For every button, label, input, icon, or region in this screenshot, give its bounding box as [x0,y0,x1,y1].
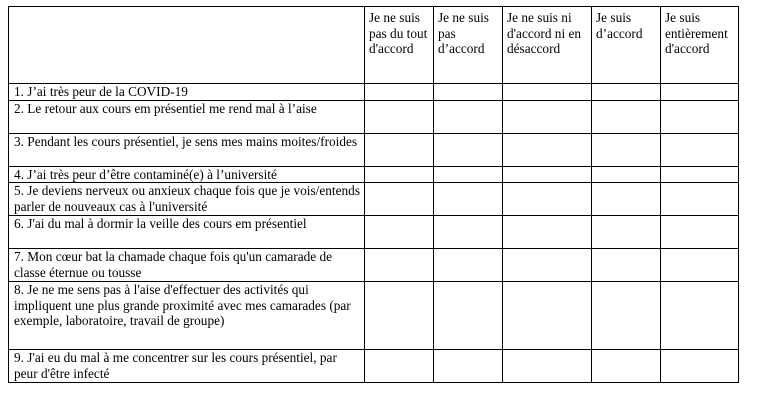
question-cell: 5. Je deviens nerveux ou anxieux chaque fois que je vois/entends parler de nouveaux cas à l'université [9,183,365,216]
answer-cell[interactable] [434,216,503,249]
answer-cell[interactable] [365,183,434,216]
answer-cell[interactable] [661,249,739,282]
answer-cell[interactable] [592,216,661,249]
answer-cell[interactable] [592,84,661,101]
answer-cell[interactable] [592,133,661,166]
question-cell: 2. Le retour aux cours em présentiel me rend mal à l’aise [9,100,365,133]
table-row [9,183,739,216]
table-row [9,100,739,133]
answer-cell[interactable] [503,133,592,166]
answer-cell[interactable] [365,133,434,166]
answer-cell[interactable] [503,249,592,282]
column-header-strongly-disagree: Je ne suis pas du tout d'accord [365,7,434,84]
answer-cell[interactable] [365,350,434,383]
answer-cell[interactable] [661,100,739,133]
answer-cell[interactable] [434,183,503,216]
answer-cell[interactable] [503,350,592,383]
table-row [9,84,739,101]
answer-cell[interactable] [434,350,503,383]
answer-cell[interactable] [434,133,503,166]
answer-cell[interactable] [434,282,503,350]
answer-cell[interactable] [592,350,661,383]
answer-cell[interactable] [592,166,661,183]
question-cell: 1. J’ai très peur de la COVID-19 [9,84,365,101]
question-cell: 4. J’ai très peur d’être contaminé(e) à l’université [9,166,365,183]
answer-cell[interactable] [592,100,661,133]
answer-cell[interactable] [592,183,661,216]
table-row [9,282,739,350]
answer-cell[interactable] [434,166,503,183]
answer-cell[interactable] [661,350,739,383]
answer-cell[interactable] [503,100,592,133]
column-header-strongly-agree: Je suis entièrement d'accord [661,7,739,84]
question-cell: 6. J'ai du mal à dormir la veille des cours em présentiel [9,216,365,249]
answer-cell[interactable] [365,216,434,249]
answer-cell[interactable] [592,282,661,350]
header-blank-cell [9,7,365,84]
table-row [9,249,739,282]
answer-cell[interactable] [503,216,592,249]
answer-cell[interactable] [434,249,503,282]
header-row [9,7,739,84]
answer-cell[interactable] [661,282,739,350]
answer-cell[interactable] [503,183,592,216]
answer-cell[interactable] [365,282,434,350]
answer-cell[interactable] [365,100,434,133]
table-row [9,350,739,383]
question-cell: 8. Je ne me sens pas à l'aise d'effectuer des activités qui impliquent une plus grande proximité avec mes camarades (par exemple, laboratoire, travail de groupe) [9,282,365,350]
question-cell: 7. Mon cœur bat la chamade chaque fois qu'un camarade de classe éternue ou tousse [9,249,365,282]
column-header-neutral: Je ne suis ni d'accord ni en désaccord [503,7,592,84]
answer-cell[interactable] [592,249,661,282]
answer-cell[interactable] [503,282,592,350]
answer-cell[interactable] [434,84,503,101]
column-header-agree: Je suis d’accord [592,7,661,84]
answer-cell[interactable] [503,166,592,183]
table-row [9,166,739,183]
likert-table [8,6,739,383]
answer-cell[interactable] [661,84,739,101]
answer-cell[interactable] [365,249,434,282]
answer-cell[interactable] [661,183,739,216]
answer-cell[interactable] [503,84,592,101]
column-header-disagree: Je ne suis pas d’accord [434,7,503,84]
questionnaire [8,6,739,383]
table-row [9,216,739,249]
question-cell: 3. Pendant les cours présentiel, je sens mes mains moites/froides [9,133,365,166]
answer-cell[interactable] [661,166,739,183]
answer-cell[interactable] [365,166,434,183]
question-cell: 9. J'ai eu du mal à me concentrer sur les cours présentiel, par peur d'être infecté [9,350,365,383]
answer-cell[interactable] [365,84,434,101]
table-row [9,133,739,166]
answer-cell[interactable] [661,216,739,249]
answer-cell[interactable] [661,133,739,166]
answer-cell[interactable] [434,100,503,133]
